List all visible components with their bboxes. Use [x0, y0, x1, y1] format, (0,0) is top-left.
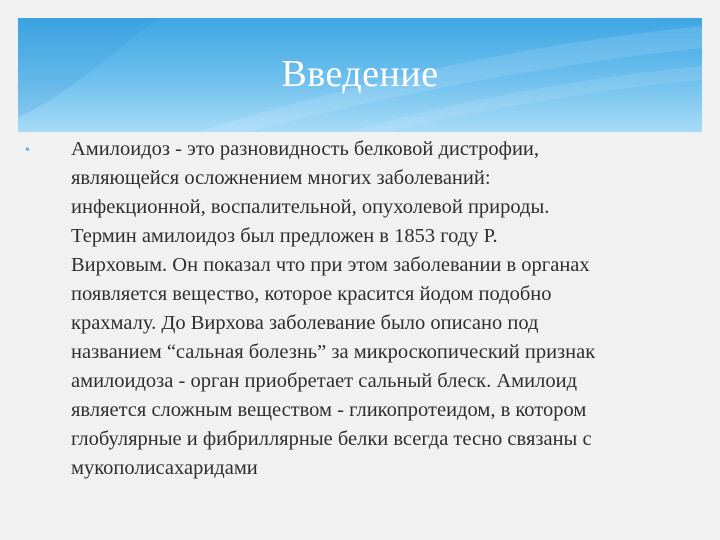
bullet-text: Амилоидоз - это разновидность белковой дистрофии, являющейся осложнением многих заболеваний: инфекционной, воспалительной, опухолевой природы. Термин амилоидоз был предложен в 1853 году Р. Вирховым. Он показал что при этом заболевании в органах появляется вещество, которое красится йодом подобно крахмалу. До Вирхова заболевание было описано под названием “сальная болезнь” за микроскопический признак амилоидоза - орган приобретает сальный блеск. Амилоид является сложным веществом - гликопротеидом, в котором глобулярные и фибриллярные белки всегда тесно связаны с мукополисахаридами — [71, 138, 596, 479]
bullet-marker: • — [25, 143, 30, 158]
slide-title: Введение — [281, 53, 439, 95]
